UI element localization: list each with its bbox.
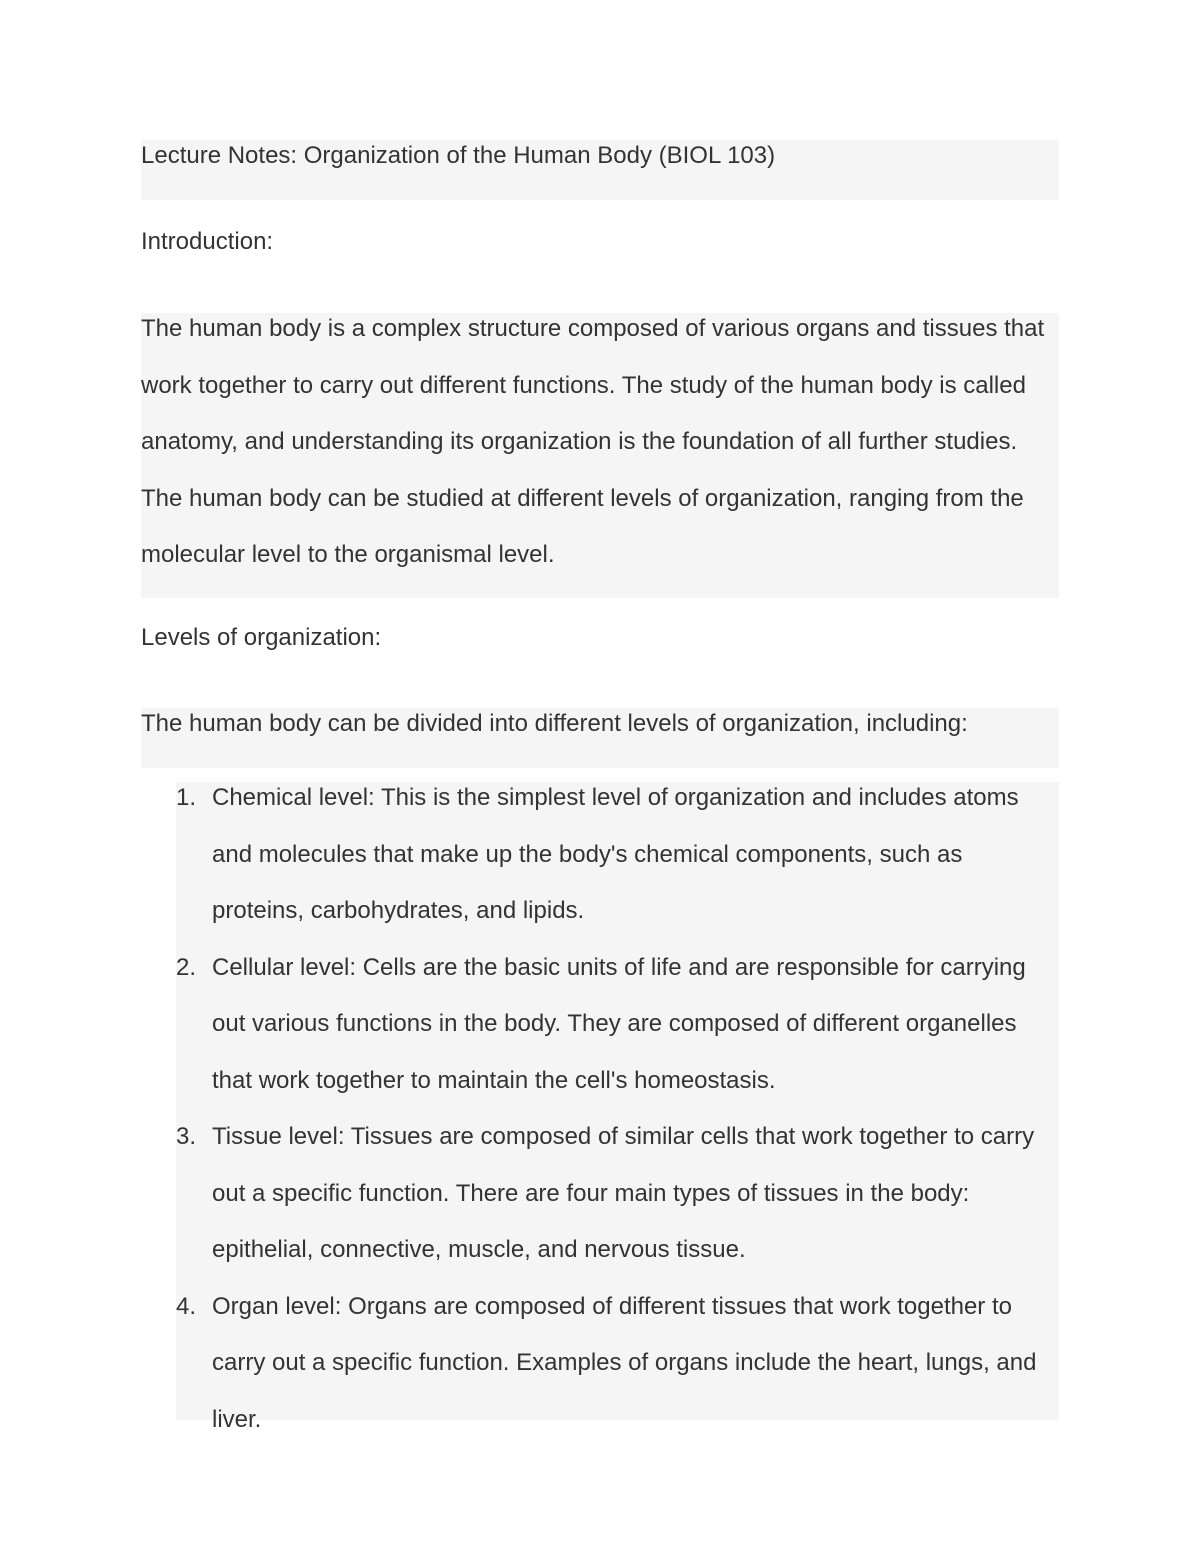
list-item-text: Chemical level: This is the simplest level of organization and includes atoms and molecules that make up the body's chemical components, such as proteins, carbohydrates, and lipids. [212, 784, 1019, 924]
list-item-text: Cellular level: Cells are the basic units of life and are responsible for carrying out various functions in the body. They are composed of different organelles that work together to maintain the cell's homeostasis. [212, 953, 1026, 1094]
list-item [176, 770, 1059, 940]
introduction-paragraph: The human body is a complex structure composed of various organs and tissues that work together to carry out different functions. The study of the human body is called anatomy, and understanding its organization is the foundation of all further studies. The human body can be studied at different levels of organization, ranging from the molecular level to the organismal level. [141, 315, 1045, 568]
levels-intro-text: The human body can be divided into different levels of organization, including: [141, 710, 968, 737]
list-item [176, 940, 1059, 1110]
levels-intro-block [141, 708, 1059, 768]
list-item [176, 1109, 1059, 1279]
levels-list [176, 770, 1059, 1448]
document-title: Lecture Notes: Organization of the Human Body (BIOL 103) [141, 142, 776, 169]
title-block [141, 140, 1059, 200]
list-marker: 1. [176, 784, 197, 811]
list-marker: 3. [176, 1123, 197, 1150]
levels-list-block [176, 782, 1059, 1433]
list-item [176, 1279, 1059, 1449]
levels-heading: Levels of organization: [141, 624, 382, 651]
list-marker: 4. [176, 1292, 197, 1320]
list-item-text: Tissue level: Tissues are composed of similar cells that work together to carry out a specific function. There are four main types of tissues in the body: epithelial, connective, muscle, and nervous tissue. [212, 1123, 1035, 1263]
introduction-block [141, 313, 1059, 598]
list-item-text: Organ level: Organs are composed of different tissues that work together to carry out a specific function. Examples of organs include the heart, lungs, and liver. [212, 1292, 1037, 1433]
introduction-heading: Introduction: [141, 228, 274, 255]
list-marker: 2. [176, 953, 197, 981]
